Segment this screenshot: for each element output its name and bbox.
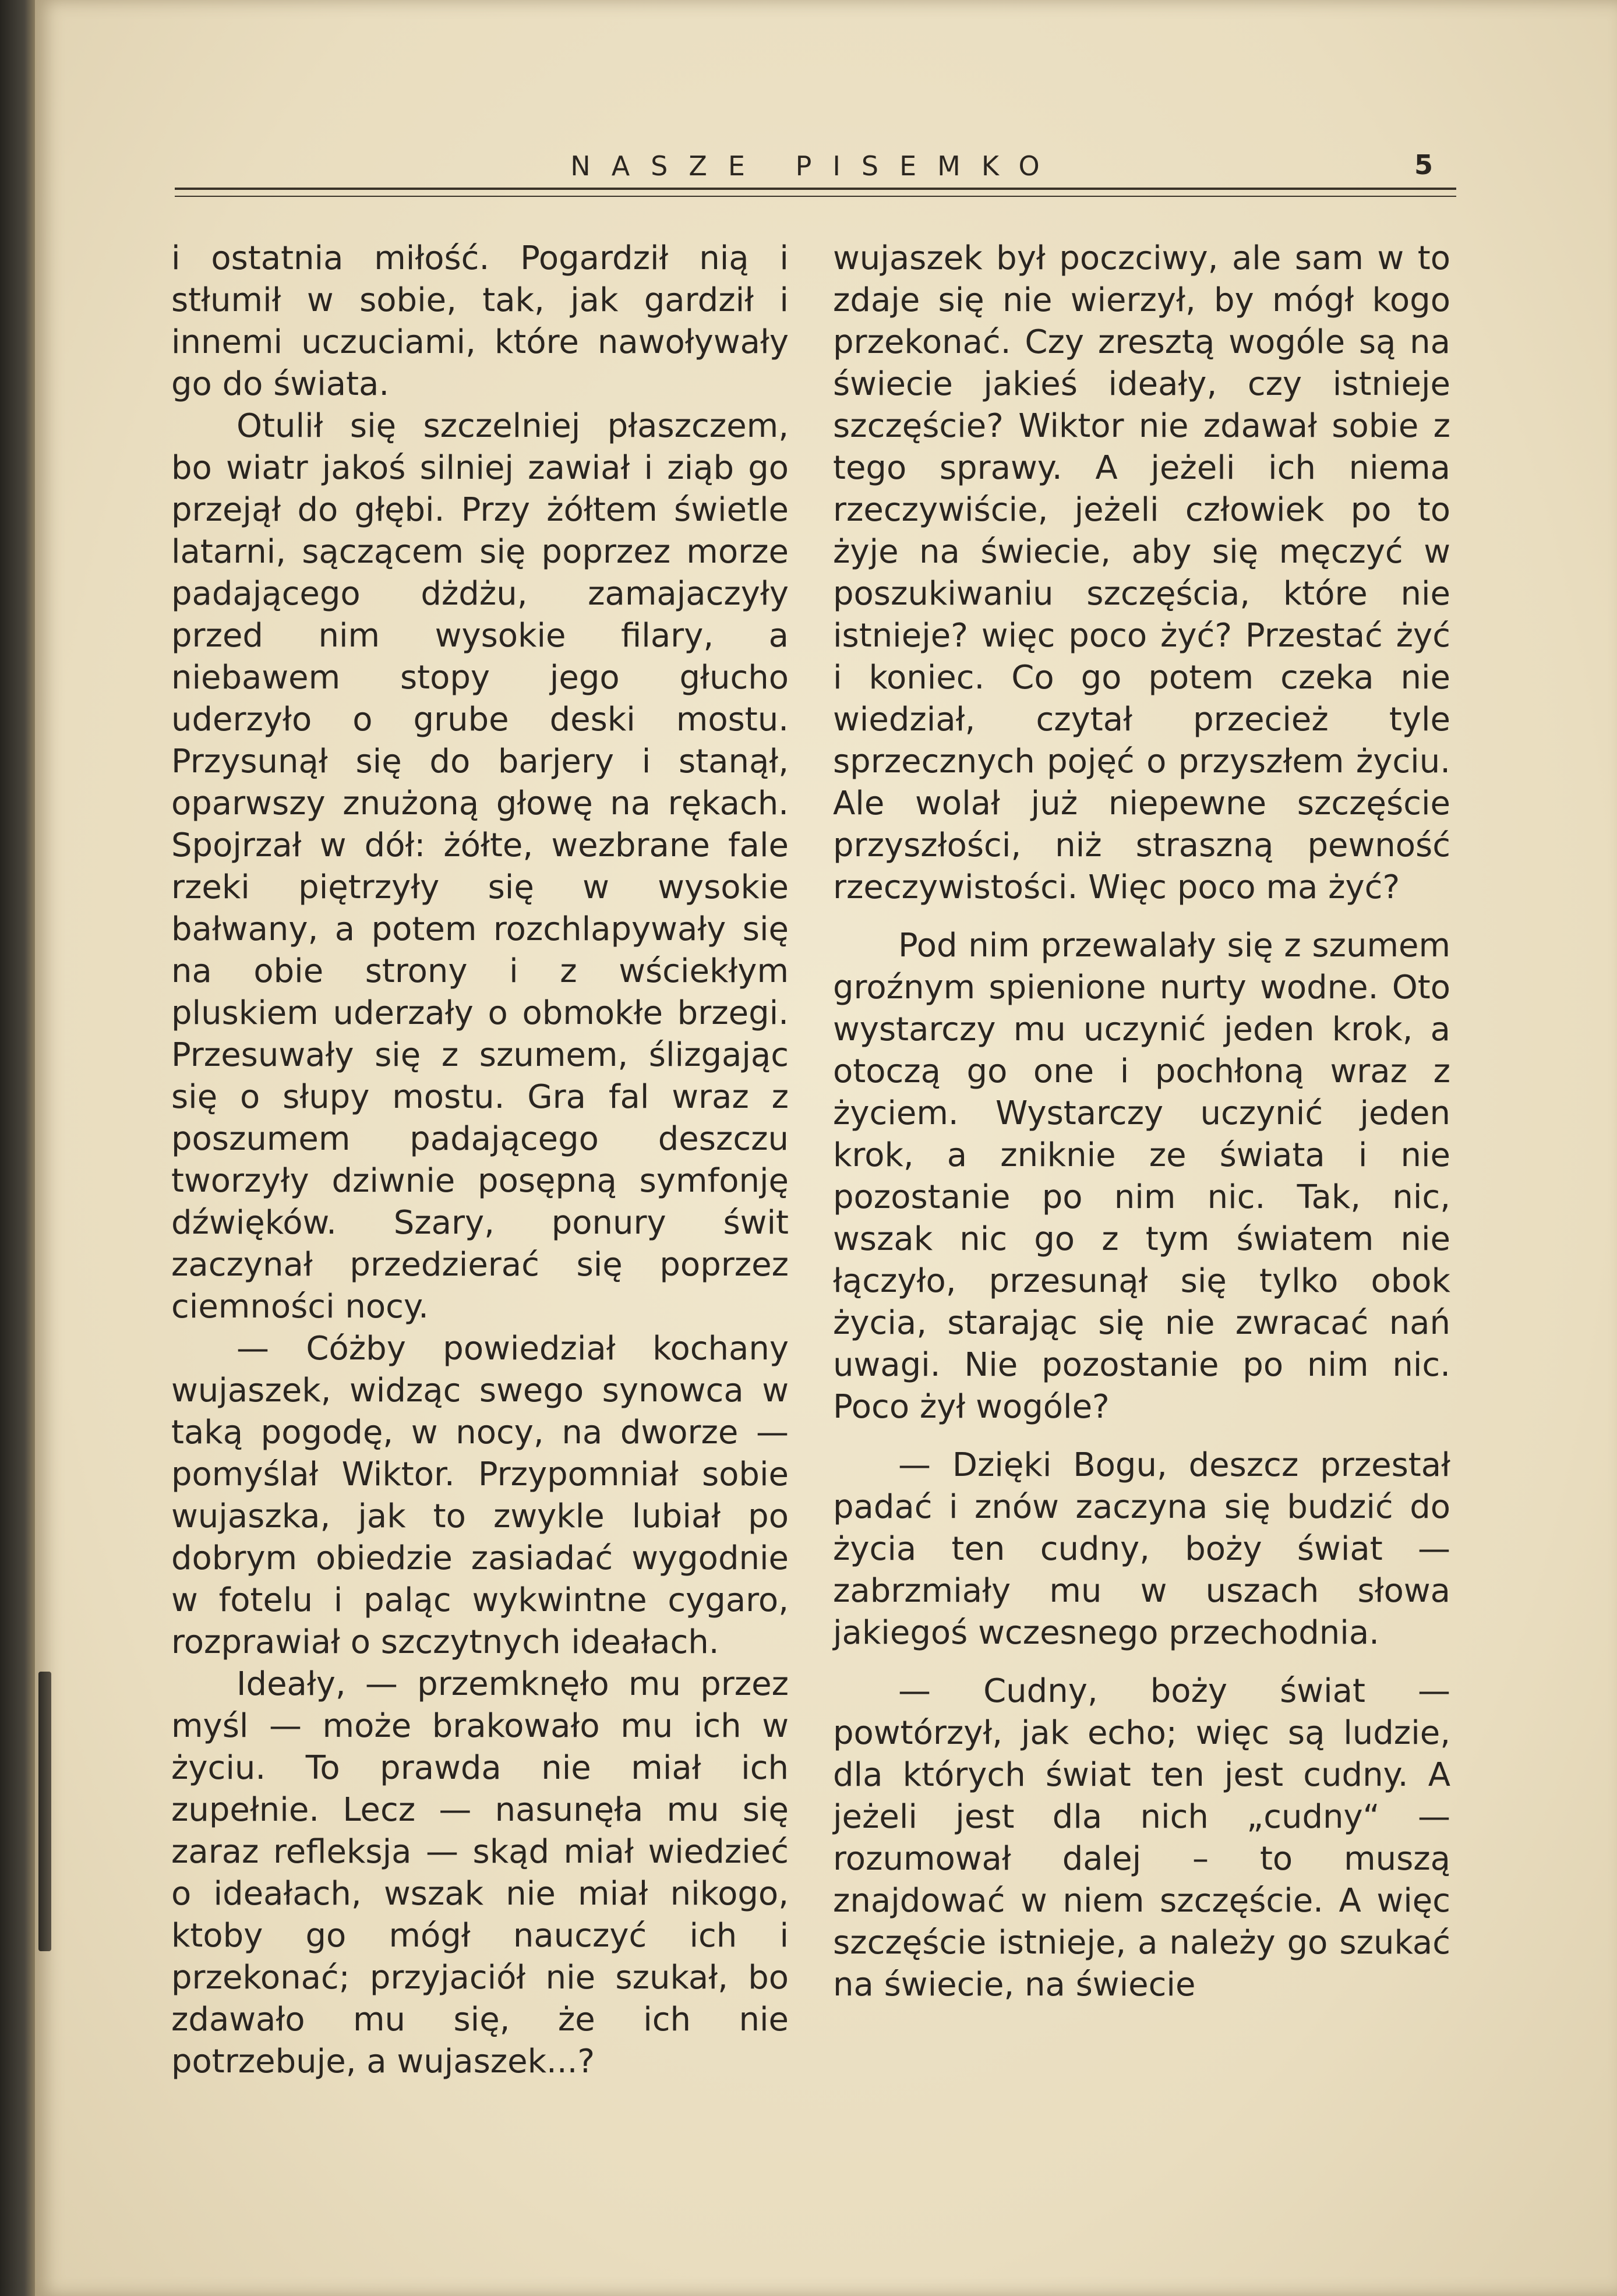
right-column: [833, 238, 1450, 2006]
binding-stitch-mark: [38, 1672, 51, 1951]
paragraph: Ideały, — przemknęło mu przez myśl — może brakowało mu ich w życiu. To prawda nie miał ich zupełnie. Lecz — nasunęła mu się zaraz refleksja — skąd miał wiedzieć o ideałach, wszak nie miał nikogo, ktoby go mógł nauczyć ich i przekonać; przyjaciół nie szukał, bo zdawało mu się, że ich nie potrzebuje, a wujaszek...?: [171, 1665, 789, 2080]
book-binding-edge: [0, 0, 35, 2296]
paragraph: — Dzięki Bogu, deszcz przestał padać i znów zaczyna się budzić do życia ten cudny, boży świat — zabrzmiały mu w uszach słowa jakiegoś wczesnego przechodnia.: [833, 1446, 1450, 1652]
header-rule-thin: [175, 196, 1456, 197]
paragraph: — Cóżby powiedział kochany wujaszek, widząc swego synowca w taką pogodę, w nocy, na dworze — pomyślał Wiktor. Przypomniał sobie wujaszka, jak to zwykle lubiał po dobrym obiedzie zasiadać wygodnie w fotelu i paląc wykwintne cygaro, rozprawiał o szczytnych ideałach.: [171, 1330, 789, 1661]
left-column: [171, 238, 789, 2083]
paragraph: i ostatnia miłość. Pogardził nią i stłumił w sobie, tak, jak gardził i innemi uczuciami, które nawoływały go do świata.: [171, 239, 789, 403]
paragraph: Pod nim przewalały się z szumem groźnym spienione nurty wodne. Oto wystarczy mu uczynić jeden krok, a otoczą go one i pochłoną wraz z życiem. Wystarczy uczynić jeden krok, a zniknie ze świata i nie pozostanie po nim nic. Tak, nic, wszak nic go z tym światem nie łączyło, przesunął się tylko obok życia, starając się nie zwracać nań uwagi. Nie pozostanie po nim nic. Poco żył wogóle?: [833, 927, 1450, 1426]
header-rule: [175, 188, 1456, 190]
running-header: [175, 150, 1456, 197]
page-number: 5: [1414, 149, 1433, 181]
paragraph: Otulił się szczelniej płaszczem, bo wiatr jakoś silniej zawiał i ziąb go przejął do głębi. Przy żółtem świetle latarni, sączącem się poprzez morze padającego dżdżu, zamajaczyły przed nim wysokie filary, a niebawem stopy jego głucho uderzyło o grube deski mostu. Przysunął się do barjery i stanął, oparwszy znużoną głowę na rękach. Spojrzał w dół: żółte, wezbrane fale rzeki piętrzyły się w wysokie bałwany, a potem rozchlapywały się na obie strony i z wściekłym pluskiem uderzały o obmokłe brzegi. Przesuwały się z szumem, ślizgając się o słupy mostu. Gra fal wraz z poszumem padającego deszczu tworzyły dziwnie posępną symfonję dźwięków. Szary, ponury świt zaczynał przedzierać się poprzez ciemności nocy.: [171, 407, 789, 1326]
running-title: NASZE PISEMKO: [570, 150, 1061, 182]
paragraph: wujaszek był poczciwy, ale sam w to zdaje się nie wierzył, by mógł kogo przekonać. Czy zresztą wogóle są na świecie jakieś ideały, czy istnieje szczęście? Wiktor nie zdawał sobie z tego sprawy. A jeżeli ich niema rzeczywiście, jeżeli człowiek po to żyje na świecie, aby się męczyć w poszukiwaniu szczęścia, które nie istnieje? więc poco żyć? Przestać żyć i koniec. Co go potem czeka nie wiedział, czytał przecież tyle sprzecznych pojęć o przyszłem życiu. Ale wolał już niepewne szczęście przyszłości, niż straszną pewność rzeczywistości. Więc poco ma żyć?: [833, 239, 1450, 906]
paragraph: — Cudny, boży świat — powtórzył, jak echo; więc są ludzie, dla których świat ten jest cudny. A jeżeli jest dla nich „cudny“ — rozumował dalej – to muszą znajdować w niem szczęście. A więc szczęście istnieje, a należy go szukać na świecie, na świecie: [833, 1672, 1450, 2004]
